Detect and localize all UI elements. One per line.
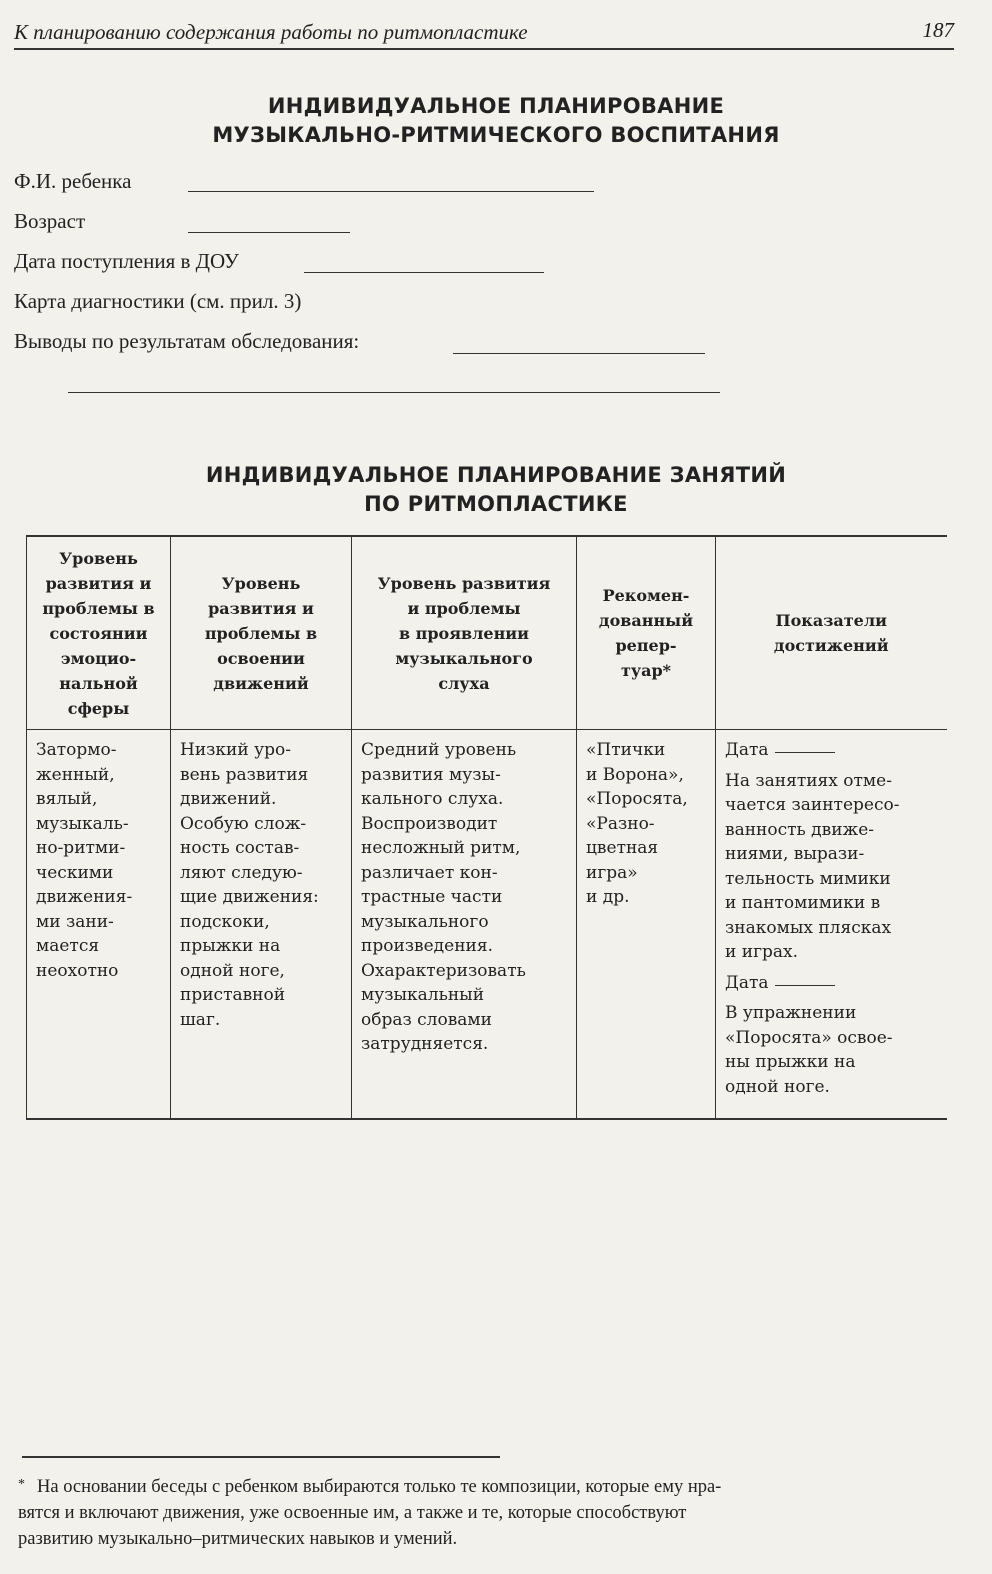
column-header-hearing [352,536,577,730]
footnote-text: На основании беседы с ребенком выбираются только те композиции, которые ему нра- [37,1477,722,1497]
header-line: движений [213,673,309,693]
cell-line: ляют следую- [180,862,303,883]
column-header-achievements [716,536,947,730]
cell-line: «Поросята, [586,789,688,809]
column-header-repertoire [577,536,716,730]
planning-table [26,535,947,1120]
header-line: музыкального [395,648,533,668]
header-line: сферы [67,698,130,718]
header-line: Уровень [59,548,138,568]
cell-line: шаг. [180,1009,221,1030]
footnote [18,1472,954,1552]
cell-line: ми зани- [36,911,114,932]
header-line: достижений [773,636,889,655]
cell-line: движения- [36,887,133,907]
header-line: проблемы в [204,623,318,643]
cell-repertoire [577,730,716,1120]
cell-line: одной ноге, [180,960,285,981]
cell-line: и Ворона», [586,764,684,785]
cell-line: и пантомимики в [725,893,881,913]
blank-line-conclusions [453,353,705,354]
cell-line: Низкий уро- [180,740,291,760]
cell-line: и играх. [725,942,798,962]
cell-line: игра» [586,862,638,883]
form-label-age: Возраст [14,209,86,233]
table-row [27,730,947,1120]
cell-line: музыкальный [361,985,485,1005]
cell-line: Средний уровень [361,740,517,760]
cell-line: Затормо- [36,740,117,760]
section-heading-1 [0,92,992,150]
footnote-marker: * [18,1477,25,1492]
cell-line: «Птички [586,740,666,760]
header-line: туар* [620,661,672,680]
heading-line: ИНДИВИДУАЛЬНОЕ ПЛАНИРОВАНИЕ ЗАНЯТИЙ [205,463,787,487]
cell-line: одной ноге. [725,1076,830,1097]
heading-line: МУЗЫКАЛЬНО-РИТМИЧЕСКОГО ВОСПИТАНИЯ [212,123,780,147]
cell-line: ниями, вырази- [725,844,865,864]
date-label [725,971,941,996]
cell-line: женный, [36,764,115,785]
heading-line: ПО РИТМОПЛАСТИКЕ [364,492,628,516]
cell-line: подскоки, [180,911,270,932]
cell-movements [171,730,352,1120]
form-label-conclusions: Выводы по результатам обследования: [14,329,360,353]
date-label [725,738,941,763]
blank-line-conclusions-2 [68,392,720,393]
cell-line: движений. [180,789,277,809]
column-header-emotional [27,536,171,730]
cell-line: мается [36,936,100,956]
form-label-diagnostic-card: Карта диагностики (см. прил. 3) [14,289,302,313]
footnote-line: вятся и включают движения, уже освоенные им, а также и те, которые способствуют [18,1503,687,1523]
cell-line: ванность движе- [725,819,874,840]
header-line: репер- [615,636,677,655]
header-line: проблемы в [42,598,155,618]
cell-line: щие движения: [180,887,319,907]
cell-line: прыжки на [180,936,281,956]
cell-line: кального слуха. [361,789,504,809]
cell-line: ческими [36,862,114,883]
form-label-child-name: Ф.И. ребенка [14,169,132,193]
cell-line: музыкаль- [36,813,129,834]
header-line: Показатели [775,611,888,630]
header-line: развития и [208,598,314,618]
cell-line: вялый, [36,789,98,809]
cell-line: образ словами [361,1009,492,1030]
column-header-movements [171,536,352,730]
header-line: Уровень [221,573,301,593]
cell-line: неохотно [36,960,119,981]
header-line: развития и [45,573,152,593]
cell-line: Охарактеризовать [361,960,526,981]
header-line: Рекомен- [602,586,690,605]
cell-line: цветная [586,838,659,858]
cell-line: На занятиях отме- [725,770,892,791]
cell-emotional [27,730,171,1120]
cell-line: чается заинтересо- [725,795,900,815]
cell-line: ность состав- [180,838,300,858]
header-line: эмоцио- [60,648,137,668]
cell-line: различает кон- [361,862,498,883]
page-number: 187 [922,18,954,42]
header-line: нальной [59,673,138,693]
footnote-rule [22,1456,500,1458]
cell-line: знакомых плясках [725,917,892,938]
cell-line: развития музы- [361,764,501,785]
header-line: в проявлении [398,623,530,643]
cell-line: тельность мимики [725,868,891,889]
footnote-line: развитию музыкально–ритмических навыков и умений. [18,1529,458,1549]
cell-line: музыкального [361,911,489,932]
header-line: состоянии [49,623,148,643]
cell-line: приставной [180,985,286,1005]
cell-line: и др. [586,887,630,907]
cell-hearing [352,730,577,1120]
cell-line: Воспроизводит [361,813,498,834]
running-title: К планированию содержания работы по ритмопластике [14,20,528,44]
heading-line: ИНДИВИДУАЛЬНОЕ ПЛАНИРОВАНИЕ [267,94,725,118]
running-head [14,16,954,50]
blank-line-age [188,232,350,233]
cell-line: «Поросята» освое- [725,1027,893,1048]
cell-line: «Разно- [586,813,655,834]
header-line: дованный [598,611,694,630]
section-heading-2 [0,461,992,519]
cell-line: ны прыжки на [725,1052,856,1072]
header-line: и проблемы [407,598,521,618]
cell-line: Особую слож- [180,813,307,834]
blank-line-admission-date [304,272,544,273]
cell-line: трастные части [361,887,503,907]
cell-line: вень развития [180,764,309,785]
cell-line: но-ритми- [36,838,126,858]
header-line: слуха [438,673,490,693]
cell-line: В упражнении [725,1003,857,1023]
table-header-row [27,536,947,730]
footnote-line [18,1472,954,1500]
cell-line: затрудняется. [361,1034,489,1054]
blank-line-child-name [188,191,594,192]
date-label-text: Дата [725,740,769,760]
cell-line: несложный ритм, [361,838,521,858]
form-label-admission-date: Дата поступления в ДОУ [14,249,239,273]
cell-achievements [716,730,947,1120]
date-blank [775,752,835,753]
date-label-text: Дата [725,972,769,993]
header-line: Уровень развития [377,573,551,593]
header-line: освоении [217,648,305,668]
cell-line: произведения. [361,936,493,956]
date-blank [775,985,835,986]
